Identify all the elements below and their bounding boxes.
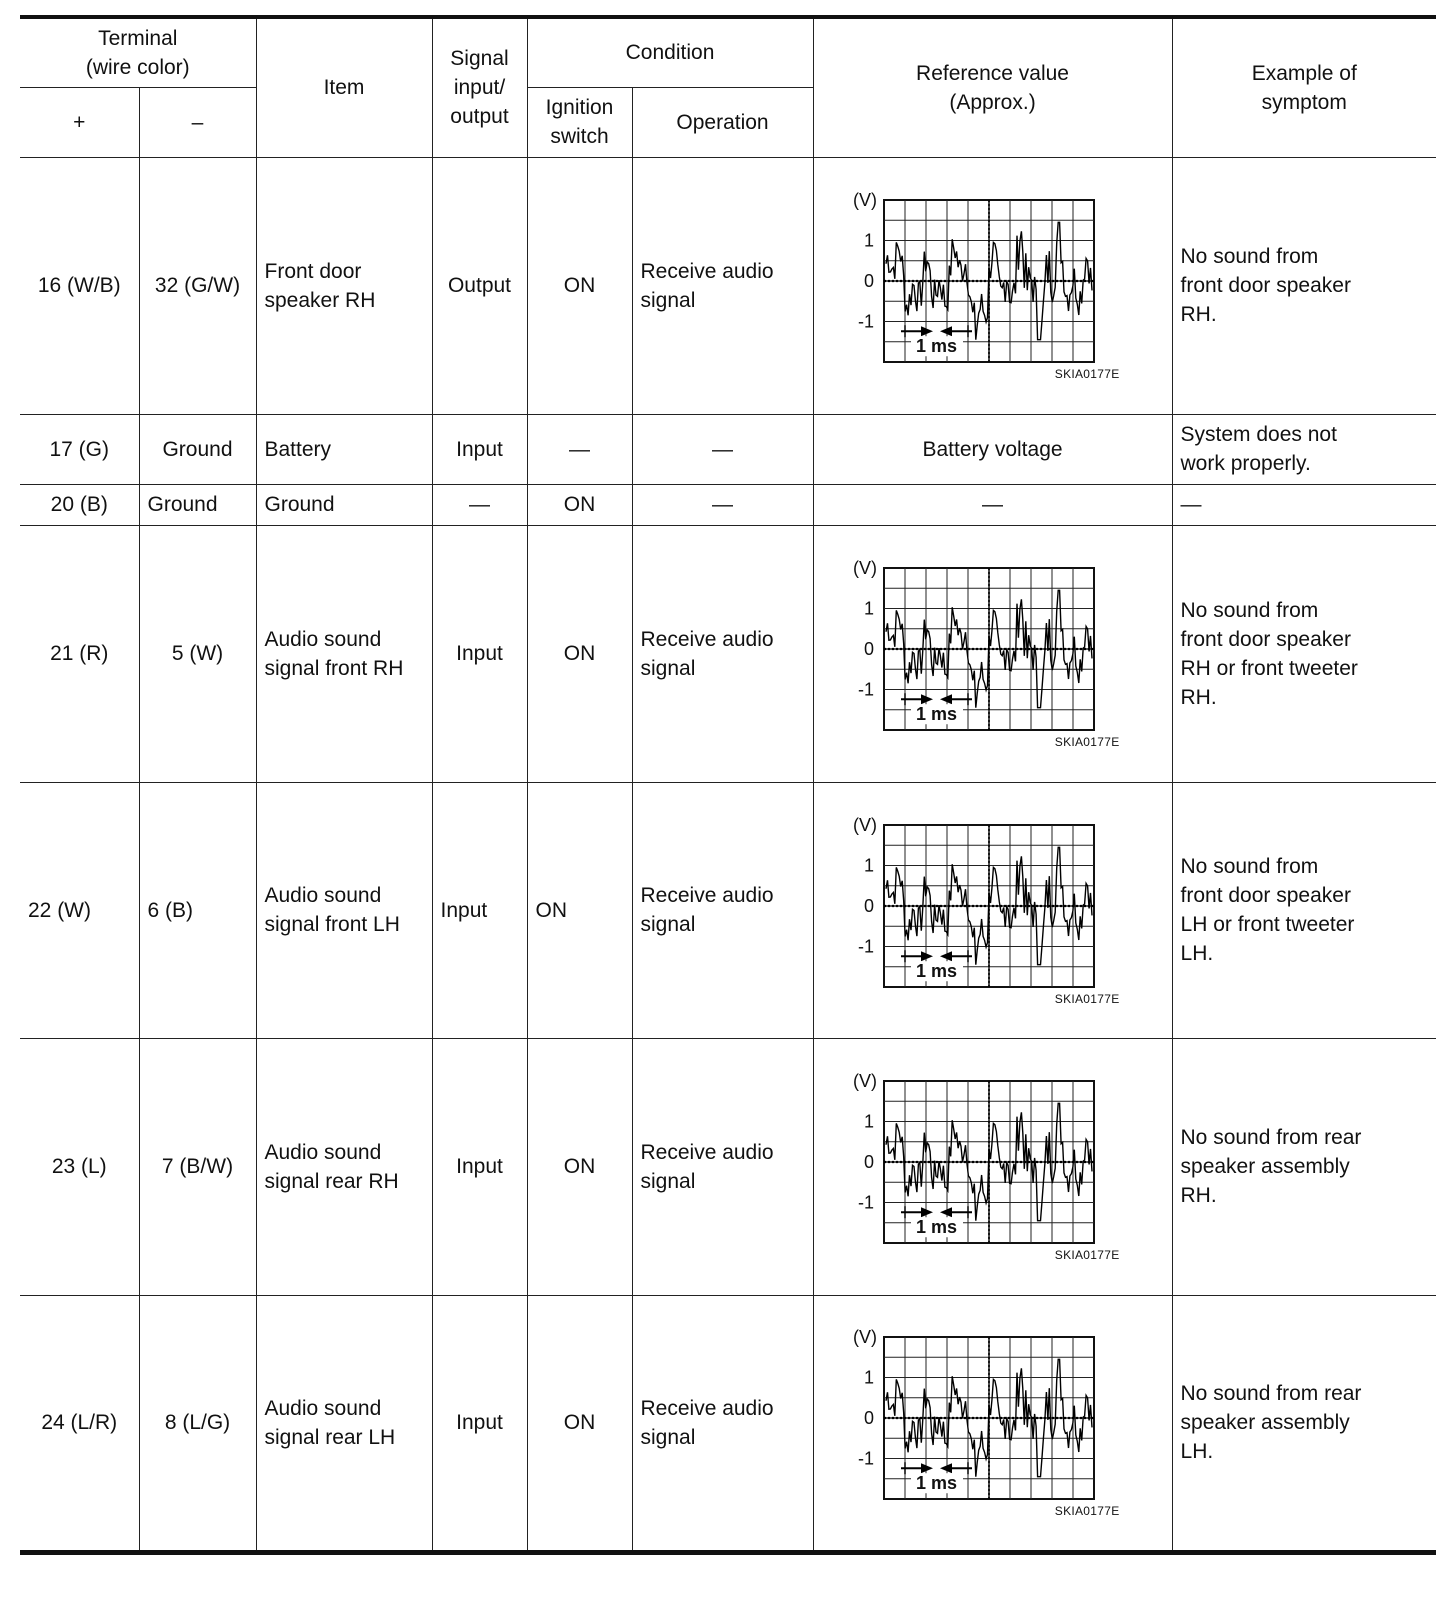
operation-cell: — xyxy=(632,484,813,525)
terminal-minus-cell: 7 (B/W) xyxy=(139,1038,256,1295)
table-row xyxy=(20,157,1436,414)
oscilloscope-waveform xyxy=(833,546,1153,761)
operation-cell: Receive audio signal xyxy=(632,525,813,782)
operation-cell: — xyxy=(632,414,813,484)
y-tick-label: 1 xyxy=(863,1367,874,1388)
item-cell: Audio sound signal rear LH xyxy=(256,1295,432,1552)
table-row xyxy=(20,782,1436,1038)
y-tick-label: -1 xyxy=(857,936,874,956)
y-tick-label: 1 xyxy=(863,855,874,875)
figure-code-label: SKIA0177E xyxy=(1054,1504,1120,1518)
signal-io-cell: — xyxy=(432,484,527,525)
reference-waveform-cell xyxy=(813,1038,1172,1295)
oscilloscope-waveform xyxy=(833,178,1153,393)
terminal-minus-cell: 32 (G/W) xyxy=(139,157,256,414)
time-scale-label: 1 ms xyxy=(915,960,957,981)
ignition-switch-cell: ON xyxy=(527,782,632,1038)
time-scale-label: 1 ms xyxy=(915,1217,957,1238)
y-tick-label: -1 xyxy=(857,311,874,332)
waveform-figure xyxy=(814,546,1172,761)
reference-waveform-cell xyxy=(813,157,1172,414)
table-row xyxy=(20,484,1436,525)
signal-io-cell: Input xyxy=(432,1295,527,1552)
oscilloscope-waveform xyxy=(833,1315,1153,1530)
voltage-unit-label: (V) xyxy=(852,814,877,835)
time-scale-label: 1 ms xyxy=(915,704,957,725)
y-tick-label: 0 xyxy=(863,895,874,916)
terminal-minus-cell: 8 (L/G) xyxy=(139,1295,256,1552)
header-minus: – xyxy=(139,87,256,157)
voltage-unit-label: (V) xyxy=(852,1071,877,1091)
signal-io-cell: Input xyxy=(432,1038,527,1295)
terminal-minus-cell: 6 (B) xyxy=(139,782,256,1038)
item-cell: Battery xyxy=(256,414,432,484)
header-symptom: Example of symptom xyxy=(1172,17,1436,157)
symptom-cell: — xyxy=(1172,484,1436,525)
table-row xyxy=(20,1295,1436,1552)
ignition-switch-cell: ON xyxy=(527,525,632,782)
y-tick-label: 0 xyxy=(863,1152,874,1172)
ignition-switch-cell: — xyxy=(527,414,632,484)
table-row xyxy=(20,414,1436,484)
waveform-figure xyxy=(814,178,1172,393)
waveform-figure xyxy=(814,1315,1172,1530)
ignition-switch-cell: ON xyxy=(527,1295,632,1552)
y-tick-label: 0 xyxy=(863,271,874,291)
operation-cell: Receive audio signal xyxy=(632,157,813,414)
reference-value-cell: — xyxy=(813,484,1172,525)
item-cell: Ground xyxy=(256,484,432,525)
y-tick-label: 0 xyxy=(863,639,874,659)
symptom-cell: System does not work properly. xyxy=(1172,414,1436,484)
time-scale-label: 1 ms xyxy=(915,1473,957,1494)
terminal-plus-cell: 21 (R) xyxy=(20,525,139,782)
time-scale-label: 1 ms xyxy=(915,336,957,357)
figure-code-label: SKIA0177E xyxy=(1054,735,1120,749)
item-cell: Front door speaker RH xyxy=(256,157,432,414)
ignition-switch-cell: ON xyxy=(527,1038,632,1295)
table-body xyxy=(20,157,1436,1552)
oscilloscope-waveform xyxy=(833,1059,1153,1274)
y-tick-label: 1 xyxy=(863,598,874,619)
signal-io-cell: Output xyxy=(432,157,527,414)
item-cell: Audio sound signal rear RH xyxy=(256,1038,432,1295)
header-ignition: Ignition switch xyxy=(527,87,632,157)
voltage-unit-label: (V) xyxy=(852,190,877,210)
symptom-cell: No sound from front door speaker LH or front tweeter LH. xyxy=(1172,782,1436,1038)
table-row xyxy=(20,1038,1436,1295)
terminal-minus-cell: Ground xyxy=(139,484,256,525)
symptom-cell: No sound from front door speaker RH. xyxy=(1172,157,1436,414)
y-tick-label: -1 xyxy=(857,679,874,700)
voltage-unit-label: (V) xyxy=(852,1327,877,1347)
symptom-cell: No sound from rear speaker assembly RH. xyxy=(1172,1038,1436,1295)
header-operation: Operation xyxy=(632,87,813,157)
terminal-plus-cell: 24 (L/R) xyxy=(20,1295,139,1552)
operation-cell: Receive audio signal xyxy=(632,1295,813,1552)
operation-cell: Receive audio signal xyxy=(632,782,813,1038)
symptom-cell: No sound from rear speaker assembly LH. xyxy=(1172,1295,1436,1552)
terminal-minus-cell: Ground xyxy=(139,414,256,484)
header-condition: Condition xyxy=(527,17,813,87)
signal-io-cell: Input xyxy=(432,414,527,484)
terminal-spec-table xyxy=(20,15,1436,1555)
figure-code-label: SKIA0177E xyxy=(1054,991,1120,1006)
y-tick-label: -1 xyxy=(857,1192,874,1213)
terminal-minus-cell: 5 (W) xyxy=(139,525,256,782)
symptom-cell: No sound from front door speaker RH or front tweeter RH. xyxy=(1172,525,1436,782)
item-cell: Audio sound signal front LH xyxy=(256,782,432,1038)
reference-waveform-cell xyxy=(813,1295,1172,1552)
header-plus: + xyxy=(20,87,139,157)
reference-waveform-cell xyxy=(813,782,1172,1038)
header-reference: Reference value (Approx.) xyxy=(813,17,1172,157)
oscilloscope-waveform xyxy=(833,803,1153,1018)
waveform-figure xyxy=(814,1059,1172,1274)
header-terminal: Terminal (wire color) xyxy=(20,17,256,87)
operation-cell: Receive audio signal xyxy=(632,1038,813,1295)
terminal-plus-cell: 23 (L) xyxy=(20,1038,139,1295)
voltage-unit-label: (V) xyxy=(852,558,877,578)
figure-code-label: SKIA0177E xyxy=(1054,1248,1120,1262)
waveform-figure xyxy=(814,803,1172,1018)
terminal-plus-cell: 22 (W) xyxy=(20,782,139,1038)
terminal-plus-cell: 16 (W/B) xyxy=(20,157,139,414)
ignition-switch-cell: ON xyxy=(527,157,632,414)
y-tick-label: 1 xyxy=(863,230,874,251)
signal-io-cell: Input xyxy=(432,525,527,782)
terminal-plus-cell: 20 (B) xyxy=(20,484,139,525)
item-cell: Audio sound signal front RH xyxy=(256,525,432,782)
y-tick-label: 0 xyxy=(863,1408,874,1428)
terminal-plus-cell: 17 (G) xyxy=(20,414,139,484)
header-item: Item xyxy=(256,17,432,157)
header-signal: Signal input/ output xyxy=(432,17,527,157)
y-tick-label: -1 xyxy=(857,1448,874,1469)
ignition-switch-cell: ON xyxy=(527,484,632,525)
table-row xyxy=(20,525,1436,782)
figure-code-label: SKIA0177E xyxy=(1054,367,1120,381)
y-tick-label: 1 xyxy=(863,1111,874,1132)
signal-io-cell: Input xyxy=(432,782,527,1038)
reference-waveform-cell xyxy=(813,525,1172,782)
reference-value-cell: Battery voltage xyxy=(813,414,1172,484)
